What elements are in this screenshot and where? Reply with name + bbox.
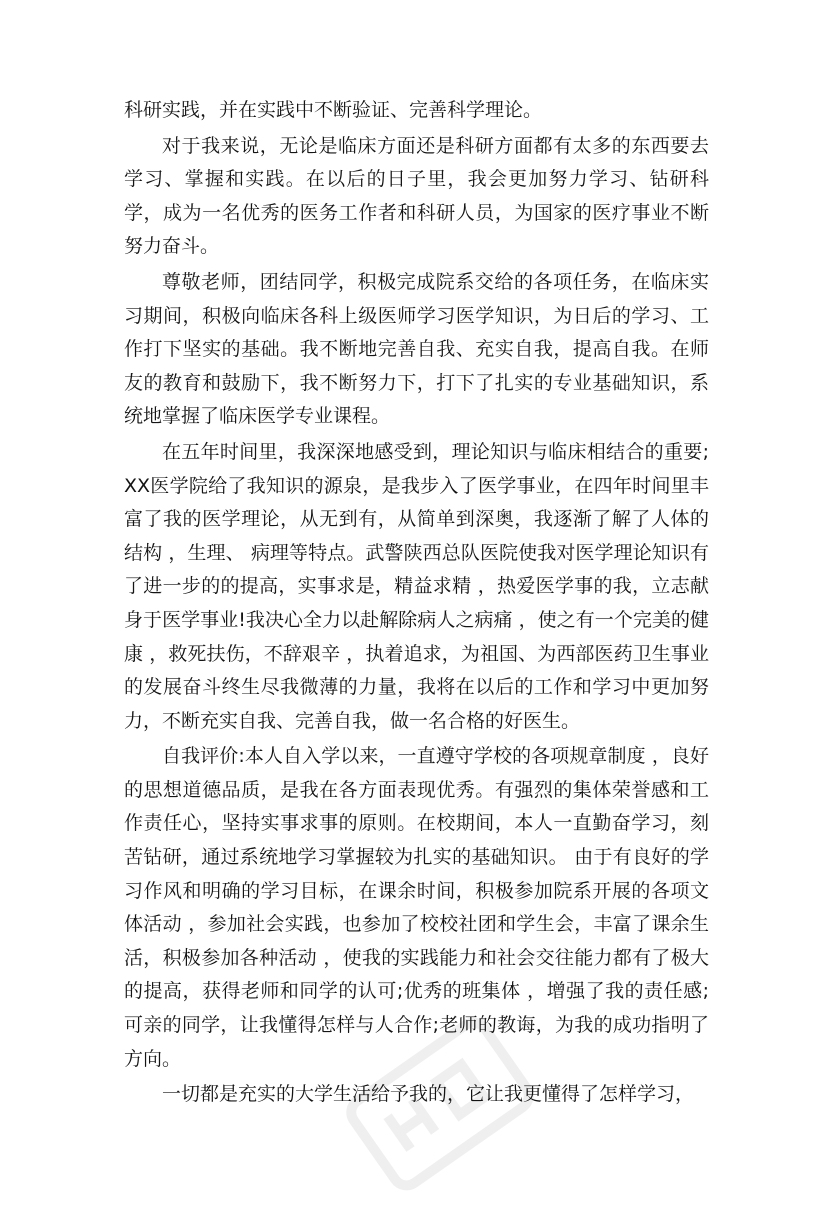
- paragraph: 在五年时间里，我深深地感受到，理论知识与临床相结合的重要;XX医学院给了我知识的源泉，是我步入了医学事业，在四年时间里丰富了我的医学理论，从无到有，从简单到深奥，我逐渐了解了人体的结构 ，生理、 病理等特点。武警陕西总队医院使我对医学理论知识有了进一步的的提高，实事求是，精益求精 ，热爱医学事的我，立志献身于医学事业!我决心全力以赴解除病人之病痛 ，使之有一个完美的健康 ，救死扶伤，不辞艰辛 ，执着追求，为祖国、为西部医药卫生事业的发展奋斗终生尽我微薄的力量，我将在以后的工作和学习中更加努力，不断充实自我、完善自我，做一名合格的好医生。: [124, 440, 709, 732]
- paragraph: 科研实践，并在实践中不断验证、完善科学理论。: [124, 99, 543, 121]
- paragraph: 对于我来说，无论是临床方面还是科研方面都有太多的东西要去学习、掌握和实践。在以后的日子里，我会更加努力学习、钻研科学，成为一名优秀的医务工作者和科研人员，为国家的医疗事业不断努力奋斗。: [124, 134, 709, 258]
- document-body: [124, 94, 709, 1112]
- paragraph: 自我评价:本人自入学以来，一直遵守学校的各项规章制度 ，良好的思想道德品质，是我在各方面表现优秀。有强烈的集体荣誉感和工作责任心，坚持实事求事的原则。在校期间，本人一直勤奋学习，刻苦钻研，通过系统地学习掌握较为扎实的基础知识。 由于有良好的学习作风和明确的学习目标，在课余时间，积极参加院系开展的各项文体活动 ，参加社会实践，也参加了校校社团和学生会，丰富了课余生活，积极参加各种活动 ，使我的实践能力和社会交往能力都有了极大的提高，获得老师和同学的认可;优秀的班集体 ，增强了我的责任感;可亲的同学，让我懂得怎样与人合作;老师的教诲，为我的成功指明了方向。: [124, 745, 709, 1070]
- paragraph: 一切都是充实的大学生活给予我的，它让我更懂得了怎样学习，: [162, 1083, 695, 1106]
- paragraph: 尊敬老师，团结同学，积极完成院系交给的各项任务，在临床实习期间，积极向临床各科上级医师学习医学知识，为日后的学习、工作打下坚实的基础。我不断地完善自我、充实自我，提高自我。在师友的教育和鼓励下，我不断努力下，打下了扎实的专业基础知识，系统地掌握了临床医学专业课程。: [124, 270, 709, 428]
